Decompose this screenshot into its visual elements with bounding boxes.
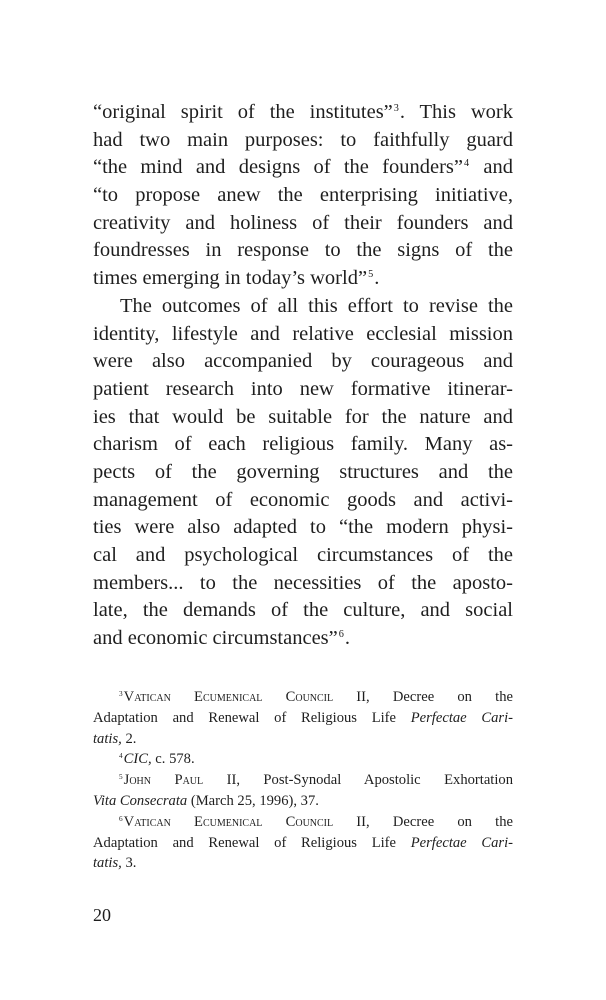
text-segment: Vatican Ecumenical Council II: [123, 689, 367, 705]
text-segment: The outcomes of all this effort to revise the: [120, 294, 513, 317]
text-line: [93, 182, 513, 210]
text-segment: creativity and holiness of their founders and: [93, 211, 513, 234]
footnotes: [93, 687, 513, 874]
text-segment: CIC,: [123, 751, 152, 768]
text-line: [93, 625, 513, 653]
text-segment: tatis,: [93, 730, 122, 747]
text-segment: pects of the governing structures and the: [93, 460, 513, 483]
text-line: [93, 431, 513, 459]
text-line: [93, 833, 513, 854]
text-segment: .: [344, 627, 350, 650]
text-segment: Perfectae Cari-: [410, 709, 513, 726]
text-line: [93, 348, 513, 376]
text-segment: charism of each religious family. Many as-: [93, 433, 513, 456]
page-number: 20: [93, 905, 111, 925]
text-line: [93, 687, 513, 708]
text-segment: had two main purposes: to faithfully guard: [93, 128, 513, 151]
text-line: [93, 376, 513, 404]
text-segment: , Decree on the: [366, 813, 513, 830]
footnote: [93, 812, 513, 874]
text-line: [93, 154, 513, 182]
text-line: [93, 210, 513, 238]
text-segment: members... to the necessities of the aposto-: [93, 571, 513, 594]
text-segment: cal and psychological circumstances of the: [93, 544, 513, 566]
body-text: [93, 99, 513, 653]
footnote-marker: 3: [119, 688, 123, 698]
text-segment: and economic circumstances”: [93, 627, 338, 650]
text-segment: 3.: [121, 855, 137, 872]
text-line: [93, 791, 513, 812]
text-segment: were also accompanied by courageous and: [93, 350, 513, 373]
footnote-marker: 5: [368, 268, 374, 280]
footnote-marker: 5: [119, 772, 123, 782]
text-segment: John Paul II: [123, 772, 237, 789]
text-line: [93, 749, 513, 770]
text-line: [93, 99, 513, 127]
text-line: [93, 708, 513, 729]
text-segment: (March 25, 1996), 37.: [187, 792, 319, 809]
text-segment: patient research into new formative itinerar-: [93, 377, 513, 400]
text-line: [93, 729, 513, 750]
text-segment: ties were also adapted to “the modern physi-: [93, 516, 513, 539]
text-line: [93, 293, 513, 321]
text-segment: Perfectae Cari-: [410, 834, 513, 851]
paragraph: [93, 293, 513, 653]
text-line: [93, 570, 513, 598]
text-segment: c. 578.: [151, 751, 195, 768]
text-line: [93, 812, 513, 833]
text-segment: times emerging in today’s world”: [93, 267, 368, 290]
text-segment: .: [374, 267, 380, 290]
text-line: [93, 597, 513, 625]
text-line: [93, 853, 513, 874]
text-line: [93, 542, 513, 570]
text-line: [93, 770, 513, 791]
text-line: [93, 404, 513, 432]
text-segment: and: [470, 156, 513, 179]
text-segment: ies that would be suitable for the nature and: [93, 405, 513, 428]
footnote: [93, 749, 513, 770]
footnote-marker: 4: [119, 751, 123, 761]
text-line: [93, 514, 513, 542]
text-segment: late, the demands of the culture, and social: [93, 599, 513, 622]
text-line: [93, 459, 513, 487]
text-line: [93, 265, 513, 293]
text-line: [93, 321, 513, 349]
text-segment: “the mind and designs of the founders”: [93, 156, 463, 179]
text-line: [93, 127, 513, 155]
footnote: [93, 687, 513, 749]
footnote: [93, 770, 513, 812]
text-segment: identity, lifestyle and relative ecclesial mission: [93, 322, 513, 345]
text-segment: Vita Consecrata: [93, 792, 188, 809]
text-segment: foundresses in response to the signs of the: [93, 239, 513, 262]
text-segment: , Decree on the: [366, 689, 513, 705]
text-segment: 2.: [121, 730, 137, 747]
text-segment: management of economic goods and activi-: [93, 488, 513, 511]
paragraph: [93, 99, 513, 293]
text-segment: Adaptation and Renewal of Religious Life: [93, 834, 411, 851]
footnote-marker: 6: [119, 813, 123, 823]
text-segment: “original spirit of the institutes”: [93, 101, 393, 123]
text-segment: Adaptation and Renewal of Religious Life: [93, 709, 411, 726]
text-segment: Vatican Ecumenical Council II: [123, 813, 367, 830]
text-segment: tatis,: [93, 855, 122, 872]
text-segment: , Post-Synodal Apostolic Exhortation: [236, 772, 514, 789]
text-segment: . This work: [399, 101, 513, 123]
text-segment: “to propose anew the enterprising initiative,: [93, 184, 513, 207]
text-line: [93, 487, 513, 515]
footnote-marker: 4: [463, 158, 470, 170]
footnote-marker: 3: [393, 102, 399, 114]
text-line: [93, 237, 513, 265]
footnote-marker: 6: [338, 628, 344, 640]
